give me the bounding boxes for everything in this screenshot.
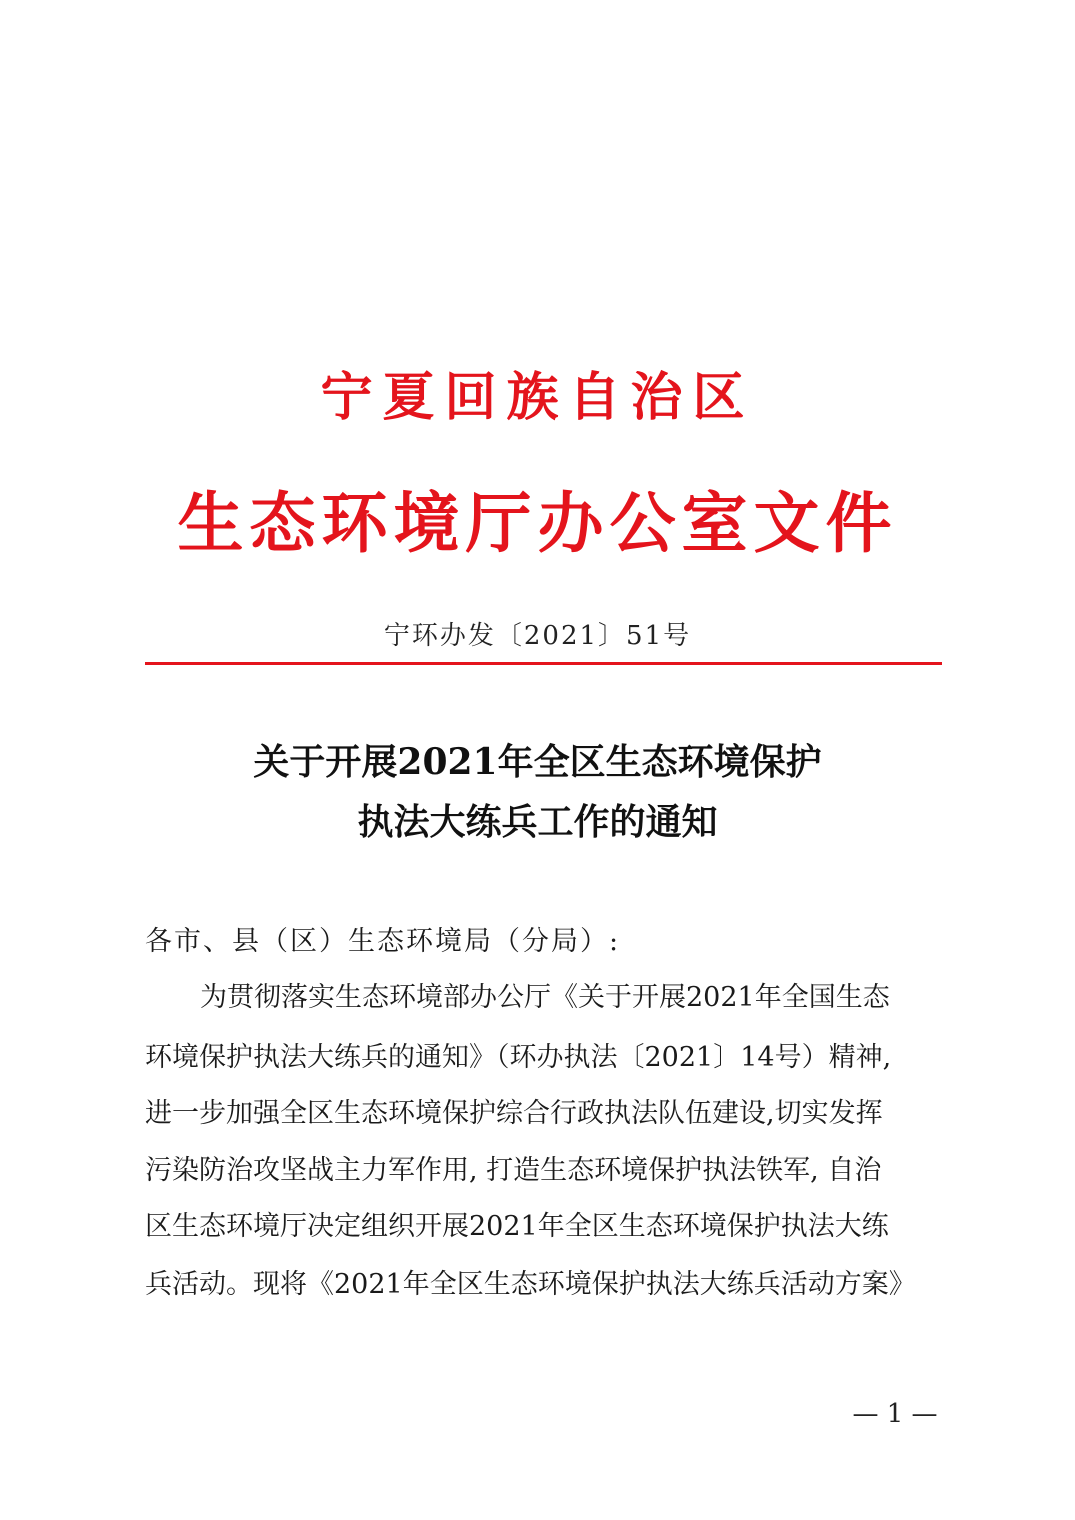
body-line: 污染防治攻坚战主力军作用, 打造生态环境保护执法铁军, 自治: [145, 1155, 882, 1186]
body-line: 区生态环境厅决定组织开展2021年全区生态环境保护执法大练: [145, 1211, 889, 1242]
body-line: 进一步加强全区生态环境保护综合行政执法队伍建设,切实发挥: [145, 1098, 883, 1129]
document-number: 宁环办发〔2021〕51号: [383, 621, 692, 651]
document-title-line-1: 关于开展2021年全区生态环境保护: [253, 741, 822, 783]
salutation: 各市、县（区）生态环境局（分局）:: [145, 926, 621, 957]
document-title-line-2: 执法大练兵工作的通知: [357, 801, 718, 843]
body-line: 环境保护执法大练兵的通知》（环办执法〔2021〕14号）精神,: [145, 1042, 892, 1073]
page-number: — 1 —: [852, 1399, 938, 1429]
issuing-agency-office: 生态环境厅办公室文件: [177, 484, 898, 562]
issuing-agency-region: 宁夏回族自治区: [320, 367, 755, 428]
body-line: 兵活动。现将《2021年全区生态环境保护执法大练兵活动方案》: [145, 1269, 916, 1300]
red-header-divider: [145, 662, 942, 665]
body-line: 为贯彻落实生态环境部办公厅《关于开展2021年全国生态: [200, 982, 890, 1013]
